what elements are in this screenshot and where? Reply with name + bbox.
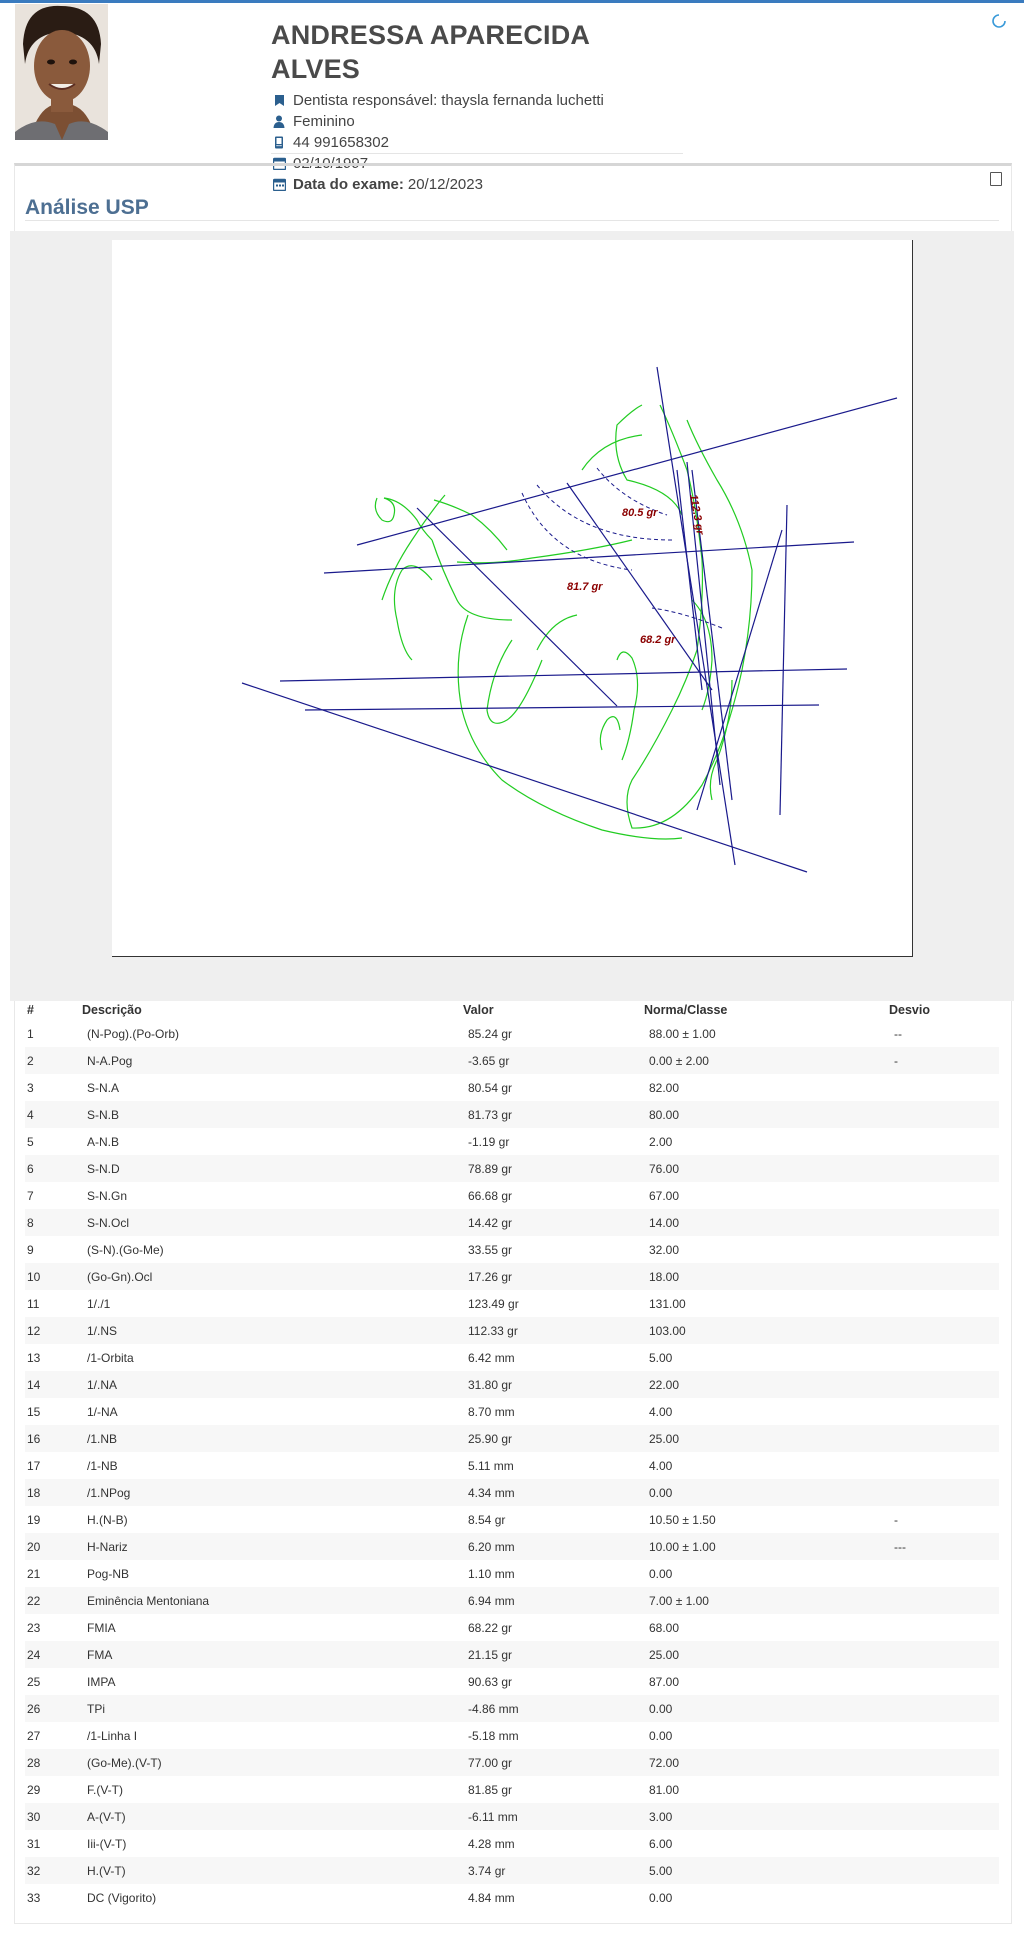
row-number: 12: [27, 1323, 41, 1338]
row-value: 68.22 gr: [468, 1620, 513, 1635]
row-description: H-Nariz: [87, 1539, 128, 1554]
row-norm: 7.00 ± 1.00: [649, 1593, 709, 1608]
angle-label-1: 80.5 gr: [622, 507, 658, 519]
row-value: 8.70 mm: [468, 1404, 515, 1419]
row-norm: 25.00: [649, 1431, 680, 1446]
cephalometric-tracing: [112, 240, 913, 957]
table-row: [25, 1398, 999, 1425]
row-norm: 2.00: [649, 1134, 673, 1149]
row-description: (Go-Gn).Ocl: [87, 1269, 153, 1284]
table-row: [25, 1155, 999, 1182]
row-norm: 0.00: [649, 1890, 673, 1905]
row-deviation: [889, 1101, 999, 1128]
row-description: Eminência Mentoniana: [87, 1593, 210, 1608]
table-row: [25, 1560, 999, 1587]
row-description: 1/./1: [87, 1296, 111, 1311]
row-number: 32: [27, 1863, 41, 1878]
row-number: 11: [27, 1296, 40, 1311]
angle-label-3: 81.7 gr: [567, 581, 603, 593]
row-value: 4.28 mm: [468, 1836, 515, 1851]
row-description: /1-NB: [87, 1458, 118, 1473]
row-number: 6: [27, 1161, 34, 1176]
row-description: DC (Vigorito): [87, 1890, 157, 1905]
row-norm: 80.00: [649, 1107, 680, 1122]
row-description: A-(V-T): [87, 1809, 126, 1824]
table-row: [25, 1506, 999, 1533]
row-number: 33: [27, 1890, 41, 1905]
row-norm: 88.00 ± 1.00: [649, 1026, 716, 1041]
row-norm: 87.00: [649, 1674, 680, 1689]
birth-date: 02/10/1997: [293, 155, 369, 172]
row-value: 25.90 gr: [468, 1431, 513, 1446]
row-description: S-N.A: [87, 1080, 120, 1095]
row-description: (Go-Me).(V-T): [87, 1755, 162, 1770]
angle-label-2: 112.3 gr: [687, 493, 706, 536]
row-number: 8: [27, 1215, 34, 1230]
row-number: 19: [27, 1512, 41, 1527]
row-norm: 10.50 ± 1.50: [649, 1512, 716, 1527]
row-value: 6.20 mm: [468, 1539, 515, 1554]
row-deviation: [889, 1398, 999, 1425]
column-header-value: Valor: [463, 1003, 494, 1017]
row-norm: 67.00: [649, 1188, 680, 1203]
row-value: 17.26 gr: [468, 1269, 513, 1284]
row-value: 31.80 gr: [468, 1377, 513, 1392]
table-row: [25, 1857, 999, 1884]
row-number: 24: [27, 1647, 41, 1662]
table-row: [25, 1641, 999, 1668]
exam-date: 20/12/2023: [407, 176, 483, 193]
table-row: [25, 1776, 999, 1803]
table-row: [25, 1263, 999, 1290]
row-value: 33.55 gr: [468, 1242, 513, 1257]
row-number: 27: [27, 1728, 41, 1743]
column-header-norm: Norma/Classe: [644, 1003, 728, 1017]
analysis-title: Análise USP: [25, 196, 149, 219]
phone-row: [271, 132, 683, 153]
row-norm: 5.00: [649, 1863, 673, 1878]
row-norm: 0.00: [649, 1485, 673, 1500]
table-row: [25, 1587, 999, 1614]
dentist-label: Dentista responsável:: [293, 92, 438, 109]
row-norm: 4.00: [649, 1404, 673, 1419]
row-deviation: [889, 1344, 999, 1371]
row-description: Iii-(V-T): [87, 1836, 127, 1851]
table-row: [25, 1695, 999, 1722]
row-value: 85.24 gr: [468, 1026, 513, 1041]
title-divider: [25, 220, 999, 221]
table-row: [25, 1614, 999, 1641]
row-value: 21.15 gr: [468, 1647, 513, 1662]
row-deviation: [889, 1884, 999, 1911]
row-description: N-A.Pog: [87, 1053, 133, 1068]
row-description: 1/.NA: [87, 1377, 118, 1392]
table-row: [25, 1236, 999, 1263]
row-norm: 0.00: [649, 1566, 673, 1581]
row-number: 25: [27, 1674, 41, 1689]
gender-value: Feminino: [293, 113, 355, 130]
table-row: [25, 1020, 999, 1047]
row-description: H.(V-T): [87, 1863, 126, 1878]
row-deviation: [889, 1317, 999, 1344]
patient-photo: [15, 4, 108, 140]
row-value: 6.94 mm: [468, 1593, 515, 1608]
row-number: 22: [27, 1593, 41, 1608]
row-deviation: [889, 1668, 999, 1695]
row-norm: 72.00: [649, 1755, 680, 1770]
row-deviation: [889, 1587, 999, 1614]
row-norm: 18.00: [649, 1269, 680, 1284]
column-header-description: Descrição: [82, 1003, 142, 1017]
row-value: 4.34 mm: [468, 1485, 515, 1500]
row-norm: 32.00: [649, 1242, 680, 1257]
row-deviation: -: [894, 1053, 898, 1068]
table-row: [25, 1371, 999, 1398]
row-description: S-N.D: [87, 1161, 120, 1176]
row-deviation: [889, 1776, 999, 1803]
row-value: 77.00 gr: [468, 1755, 513, 1770]
table-row: [25, 1317, 999, 1344]
row-deviation: [889, 1182, 999, 1209]
dentist-name: thaysla fernanda luchetti: [441, 92, 604, 109]
row-number: 1: [27, 1026, 34, 1041]
row-value: 8.54 gr: [468, 1512, 506, 1527]
table-row: [25, 1533, 999, 1560]
table-row: [25, 1479, 999, 1506]
row-description: /1-Orbita: [87, 1350, 134, 1365]
row-norm: 68.00: [649, 1620, 680, 1635]
row-deviation: [889, 1290, 999, 1317]
user-icon: [271, 114, 287, 130]
table-row: [25, 1830, 999, 1857]
phone-value: 44 991658302: [293, 134, 389, 151]
row-description: S-N.Gn: [87, 1188, 128, 1203]
row-number: 16: [27, 1431, 41, 1446]
table-row: [25, 1047, 999, 1074]
row-value: 14.42 gr: [468, 1215, 513, 1230]
row-description: H.(N-B): [87, 1512, 128, 1527]
row-deviation: [889, 1155, 999, 1182]
row-description: FMA: [87, 1647, 113, 1662]
row-norm: 0.00: [649, 1728, 673, 1743]
row-deviation: [889, 1857, 999, 1884]
column-header-number: #: [27, 1003, 34, 1017]
table-header-row: [25, 1000, 999, 1020]
row-value: 4.84 mm: [468, 1890, 515, 1905]
row-description: Pog-NB: [87, 1566, 130, 1581]
row-deviation: [889, 1695, 999, 1722]
row-number: 14: [27, 1377, 41, 1392]
row-norm: 0.00 ± 2.00: [649, 1053, 709, 1068]
table-row: [25, 1074, 999, 1101]
row-deviation: [889, 1560, 999, 1587]
row-value: -5.18 mm: [468, 1728, 519, 1743]
row-description: F.(V-T): [87, 1782, 123, 1797]
row-number: 31: [27, 1836, 41, 1851]
row-number: 28: [27, 1755, 41, 1770]
table-row: [25, 1803, 999, 1830]
row-deviation: [889, 1452, 999, 1479]
row-number: 3: [27, 1080, 34, 1095]
row-number: 26: [27, 1701, 41, 1716]
row-number: 10: [27, 1269, 41, 1284]
row-deviation: [889, 1614, 999, 1641]
row-norm: 81.00: [649, 1782, 680, 1797]
row-deviation: [889, 1236, 999, 1263]
row-number: 15: [27, 1404, 41, 1419]
table-row: [25, 1452, 999, 1479]
row-deviation: [889, 1803, 999, 1830]
row-number: 30: [27, 1809, 41, 1824]
row-value: 78.89 gr: [468, 1161, 513, 1176]
row-description: IMPA: [87, 1674, 116, 1689]
row-norm: 3.00: [649, 1809, 673, 1824]
row-number: 23: [27, 1620, 41, 1635]
row-description: S-N.Ocl: [87, 1215, 129, 1230]
anatomy-tracing: [375, 405, 752, 839]
tooth-icon: [271, 93, 287, 109]
row-number: 13: [27, 1350, 41, 1365]
row-norm: 131.00: [649, 1296, 686, 1311]
row-value: -3.65 gr: [468, 1053, 510, 1068]
row-number: 7: [27, 1188, 34, 1203]
table-row: [25, 1425, 999, 1452]
row-description: /1.NPog: [87, 1485, 131, 1500]
table-row: [25, 1101, 999, 1128]
angle-label-4: 68.2 gr: [640, 634, 676, 646]
dentist-row: [271, 90, 683, 111]
row-description: /1.NB: [87, 1431, 118, 1446]
row-value: 66.68 gr: [468, 1188, 513, 1203]
row-description: /1-Linha I: [87, 1728, 138, 1743]
row-norm: 6.00: [649, 1836, 673, 1851]
mobile-phone-icon: [271, 135, 287, 151]
top-accent-bar: [0, 0, 1024, 3]
row-description: TPi: [87, 1701, 105, 1716]
row-deviation: -: [894, 1512, 898, 1527]
row-number: 2: [27, 1053, 34, 1068]
row-number: 17: [27, 1458, 41, 1473]
row-description: (N-Pog).(Po-Orb): [87, 1026, 180, 1041]
row-deviation: [889, 1263, 999, 1290]
row-number: 20: [27, 1539, 41, 1554]
row-description: A-N.B: [87, 1134, 120, 1149]
row-description: 1/.NS: [87, 1323, 118, 1338]
row-description: FMIA: [87, 1620, 116, 1635]
row-deviation: [889, 1128, 999, 1155]
patient-name: ANDRESSA APARECIDA ALVES: [271, 20, 590, 84]
row-value: 90.63 gr: [468, 1674, 513, 1689]
reference-lines: [242, 367, 897, 872]
row-deviation: [889, 1425, 999, 1452]
row-number: 18: [27, 1485, 41, 1500]
table-row: [25, 1290, 999, 1317]
row-norm: 22.00: [649, 1377, 680, 1392]
table-body: [25, 1020, 999, 1911]
row-value: 5.11 mm: [468, 1458, 514, 1473]
row-deviation: [889, 1749, 999, 1776]
header-divider: [271, 153, 683, 154]
spinner-icon: [992, 14, 1006, 28]
row-value: 80.54 gr: [468, 1080, 513, 1095]
table-row: [25, 1128, 999, 1155]
row-value: 81.73 gr: [468, 1107, 513, 1122]
gender-row: [271, 111, 683, 132]
row-value: -1.19 gr: [468, 1134, 510, 1149]
row-norm: 4.00: [649, 1458, 673, 1473]
row-deviation: [889, 1209, 999, 1236]
row-number: 5: [27, 1134, 34, 1149]
row-value: -6.11 mm: [468, 1809, 518, 1824]
row-value: -4.86 mm: [468, 1701, 519, 1716]
row-norm: 0.00: [649, 1701, 673, 1716]
row-value: 6.42 mm: [468, 1350, 515, 1365]
table-row: [25, 1182, 999, 1209]
row-number: 4: [27, 1107, 34, 1122]
table-row: [25, 1722, 999, 1749]
row-norm: 25.00: [649, 1647, 680, 1662]
row-deviation: [889, 1641, 999, 1668]
row-norm: 14.00: [649, 1215, 680, 1230]
exam-label: Data do exame:: [293, 176, 404, 193]
row-value: 112.33 gr: [468, 1323, 518, 1338]
row-description: S-N.B: [87, 1107, 120, 1122]
table-row: [25, 1209, 999, 1236]
row-description: 1/-NA: [87, 1404, 118, 1419]
row-number: 9: [27, 1242, 34, 1257]
row-value: 81.85 gr: [468, 1782, 513, 1797]
table-row: [25, 1884, 999, 1911]
row-number: 21: [27, 1566, 41, 1581]
row-value: 123.49 gr: [468, 1296, 519, 1311]
row-norm: 103.00: [649, 1323, 686, 1338]
row-deviation: [889, 1722, 999, 1749]
table-row: [25, 1668, 999, 1695]
row-value: 1.10 mm: [468, 1566, 515, 1581]
note-icon[interactable]: [990, 172, 1002, 186]
row-deviation: [889, 1074, 999, 1101]
row-norm: 5.00: [649, 1350, 673, 1365]
row-norm: 82.00: [649, 1080, 680, 1095]
row-description: (S-N).(Go-Me): [87, 1242, 164, 1257]
row-deviation: [889, 1479, 999, 1506]
row-deviation: [889, 1371, 999, 1398]
row-deviation: [889, 1830, 999, 1857]
table-row: [25, 1749, 999, 1776]
analysis-results-table: [25, 1000, 999, 1911]
row-norm: 10.00 ± 1.00: [649, 1539, 716, 1554]
column-header-deviation: Desvio: [889, 1003, 930, 1017]
table-row: [25, 1344, 999, 1371]
row-deviation: ---: [894, 1539, 906, 1554]
row-number: 29: [27, 1782, 41, 1797]
row-deviation: --: [894, 1026, 902, 1041]
row-value: 3.74 gr: [468, 1863, 506, 1878]
row-norm: 76.00: [649, 1161, 680, 1176]
